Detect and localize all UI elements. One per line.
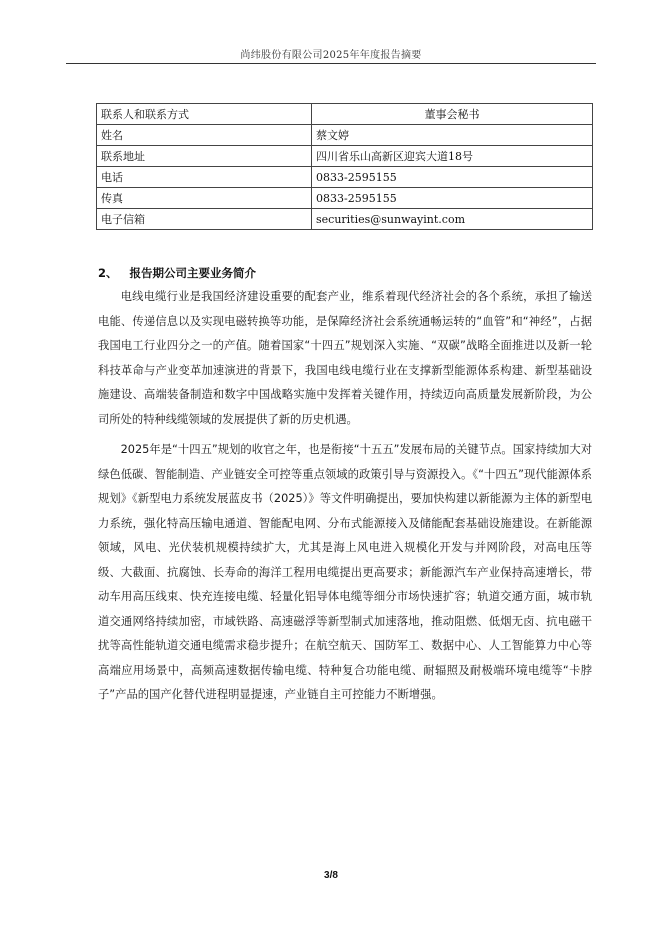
- row-value: 四川省乐山高新区迎宾大道18号: [312, 146, 593, 167]
- row-value: 0833-2595155: [312, 167, 593, 188]
- table-row: [97, 209, 593, 230]
- row-label: 姓名: [97, 125, 312, 146]
- body-paragraph: 2025年是“十四五”规划的收官之年，也是衔接“十五五”发展布局的关键节点。国家持续加大对绿色低碳、智能制造、产业链安全可控等重点领域的政策引导与资源投入。《“十四五”现代能源体系规划》《新型电力系统发展蓝皮书（2025）》等文件明确提出，要加快构建以新能源为主体的新型电力系统，强化特高压输电通道、智能配电网、分布式能源接入及储能配套基础设施建设。在新能源领域，风电、光伏装机规模持续扩大，尤其是海上风电进入规模化开发与并网阶段，对高电压等级、大截面、抗腐蚀、长寿命的海洋工程用电缆提出更高要求；新能源汽车产业保持高速增长，带动车用高压线束、快充连接电缆、轻量化铝导体电缆等细分市场快速扩容；轨道交通方面，城市轨道交通网络持续加密，市域铁路、高速磁浮等新型制式加速落地，推动阻燃、低烟无卤、抗电磁干扰等高性能轨道交通电缆需求稳步提升；在航空航天、国防军工、数据中心、人工智能算力中心等高端应用场景中，高频高速数据传输电缆、特种复合功能电缆、耐辐照及耐极端环境电缆等“卡脖子”产品的国产化替代进程明显提速，产业链自主可控能力不断增强。: [98, 443, 592, 701]
- contact-info-table: [96, 103, 593, 230]
- table-header-label: 联系人和联系方式: [97, 104, 312, 125]
- header-divider: [66, 63, 596, 64]
- row-value: securities@sunwayint.com: [312, 209, 593, 230]
- page-number: 3/8: [324, 870, 338, 881]
- row-label: 电子信箱: [97, 209, 312, 230]
- page-header-title: 尚纬股份有限公司2025年年度报告摘要: [240, 50, 422, 61]
- section-title: 报告期公司主要业务简介: [129, 266, 257, 280]
- section-heading: [98, 265, 256, 281]
- row-label: 传真: [97, 188, 312, 209]
- body-paragraph: 电线电缆行业是我国经济建设重要的配套产业，维系着现代经济社会的各个系统，承担了输送电能、传递信息以及实现电磁转换等功能，是保障经济社会系统通畅运转的“血管”和“神经”，占据我国电工行业四分之一的产值。随着国家“十四五”规划深入实施、“双碳”战略全面推进以及新一轮科技革命与产业变革加速演进的背景下，我国电线电缆行业在支撑新型能源体系构建、新型基础设施建设、高端装备制造和数字中国战略实施中发挥着关键作用，持续迈向高质量发展新阶段，为公司所处的特种线缆领域的发展提供了新的历史机遇。: [98, 290, 592, 426]
- row-label: 电话: [97, 167, 312, 188]
- row-value: 蔡文婷: [312, 125, 593, 146]
- table-row: [97, 125, 593, 146]
- table-row: [97, 146, 593, 167]
- table-header-value: 董事会秘书: [312, 104, 593, 125]
- table-row: [97, 167, 593, 188]
- table-header-row: [97, 104, 593, 125]
- section-number: 2、: [98, 266, 118, 280]
- row-label: 联系地址: [97, 146, 312, 167]
- table-row: [97, 188, 593, 209]
- row-value: 0833-2595155: [312, 188, 593, 209]
